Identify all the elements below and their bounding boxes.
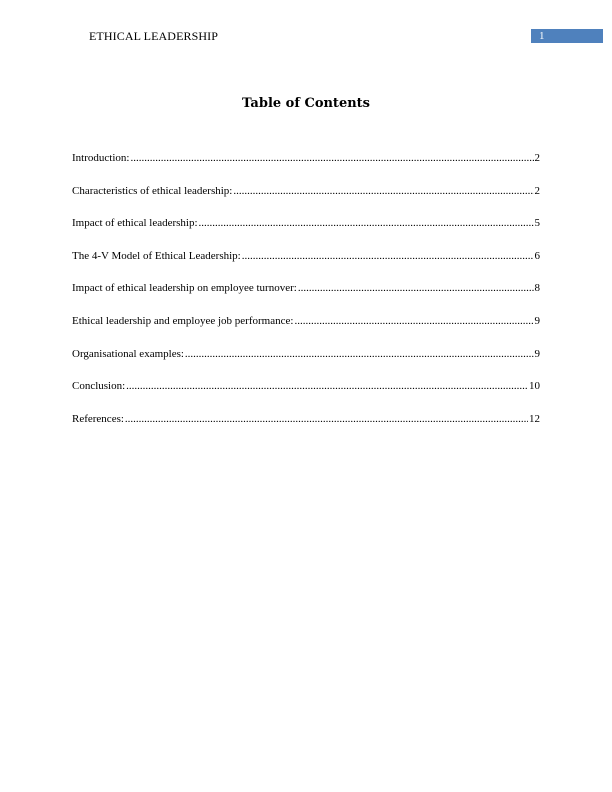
toc-dot-leader [130,152,533,164]
running-header-title: ETHICAL LEADERSHIP [89,29,219,43]
toc-entry-title: The 4-V Model of Ethical Leadership: [72,249,241,262]
toc-dot-leader [125,413,528,425]
toc-entry-title: Characteristics of ethical leadership: [72,184,233,197]
toc-entry-conclusion[interactable] [72,380,540,413]
toc-entry-title: Ethical leadership and employee job performance: [72,314,294,327]
toc-entry-title: Conclusion: [72,380,126,393]
toc-dot-leader [242,250,534,262]
toc-entry-page: 5 [534,217,540,230]
toc-dot-leader [185,348,534,360]
toc-entry-turnover[interactable] [72,282,540,315]
toc-entry-impact[interactable] [72,217,540,250]
toc-entry-introduction[interactable] [72,152,540,185]
toc-entry-page: 2 [534,184,540,197]
toc-entry-page: 8 [534,282,540,295]
table-of-contents [72,152,540,445]
toc-dot-leader [199,217,534,229]
toc-entry-references[interactable] [72,413,540,446]
toc-entry-4v-model[interactable] [72,250,540,283]
toc-entry-page: 12 [529,412,540,425]
toc-dot-leader [126,380,528,392]
toc-entry-title: Impact of ethical leadership: [72,217,198,230]
toc-entry-title: Organisational examples: [72,347,184,360]
toc-entry-page: 9 [534,347,540,360]
toc-entry-job-performance[interactable] [72,315,540,348]
toc-entry-title: References: [72,412,124,425]
toc-dot-leader [298,282,534,294]
toc-entry-title: Impact of ethical leadership on employee turnover: [72,282,297,295]
toc-entry-characteristics[interactable] [72,185,540,218]
page-number-badge: 1 [531,29,603,43]
toc-entry-page: 2 [534,152,540,164]
toc-entry-title: Introduction: [72,152,130,164]
toc-dot-leader [233,185,533,197]
toc-entry-page: 9 [534,314,540,327]
toc-entry-organisational-examples[interactable] [72,348,540,381]
toc-entry-page: 10 [529,380,540,393]
toc-entry-page: 6 [534,249,540,262]
toc-heading: Table of Contents [242,96,370,111]
toc-dot-leader [294,315,533,327]
